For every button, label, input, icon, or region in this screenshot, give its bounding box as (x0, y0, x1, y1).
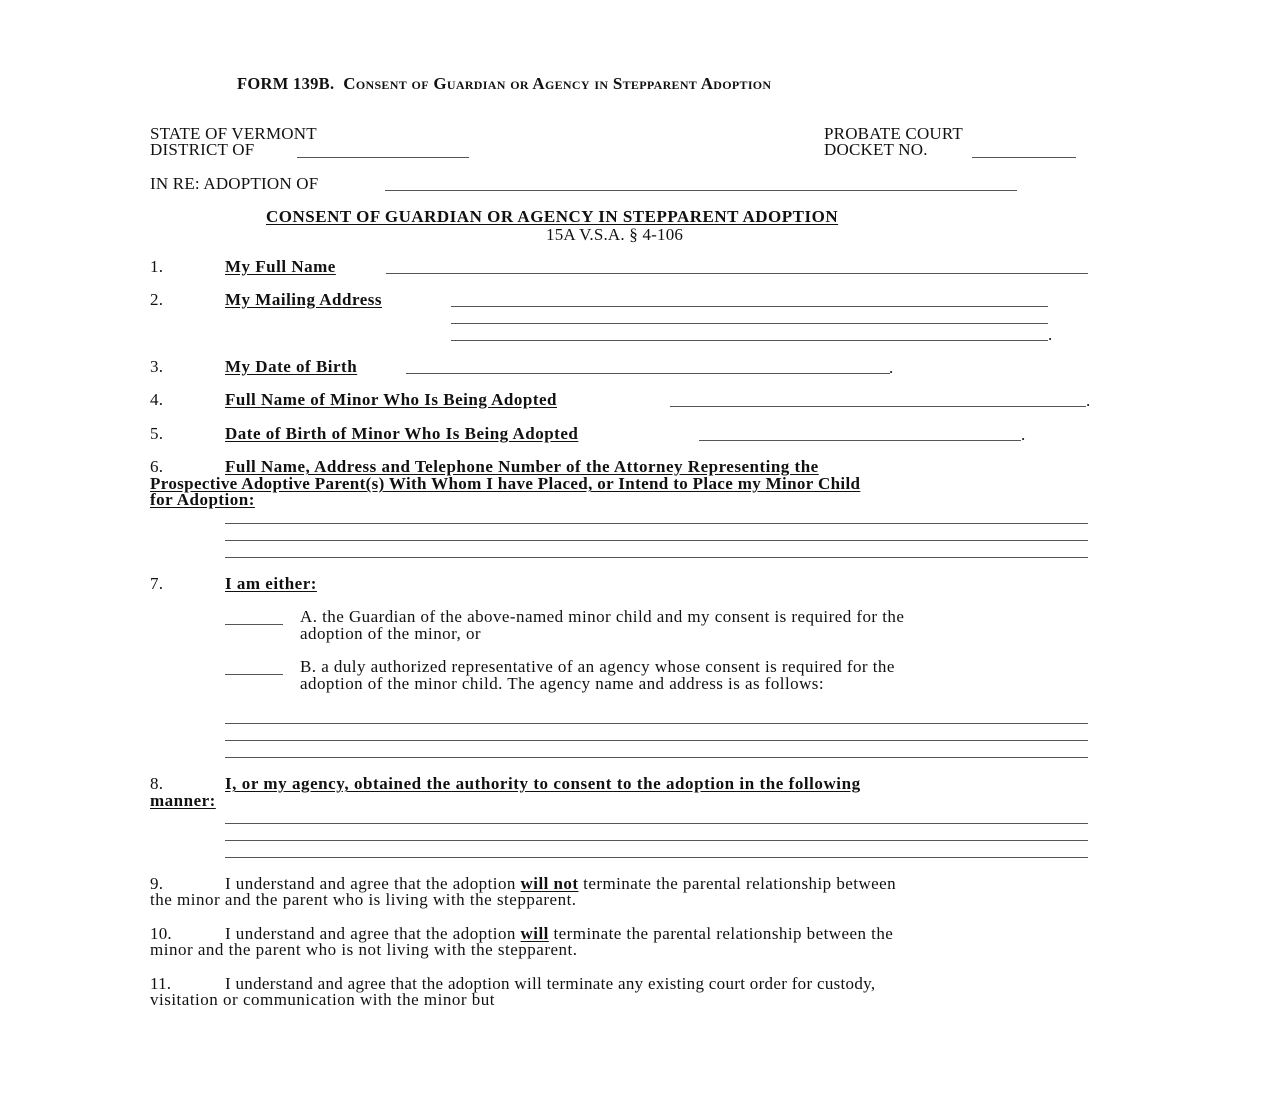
form-title-text: Consent of Guardian or Agency in Stepparent Adoption (343, 74, 772, 93)
agency-info-field-1[interactable] (225, 723, 1088, 724)
docket-label: DOCKET NO. (824, 140, 928, 159)
form-title (237, 74, 771, 94)
statute-citation: 15A V.S.A. § 4-106 (546, 225, 684, 244)
item-2-label: My Mailing Address (225, 290, 382, 309)
court-label: PROBATE COURT (824, 124, 964, 143)
full-name-field[interactable] (386, 273, 1088, 274)
item-3-number: 3. (150, 357, 164, 376)
item-1-label: My Full Name (225, 257, 336, 276)
item-9-text-a: I understand and agree that the adoption (225, 874, 521, 893)
mailing-address-field-1[interactable] (451, 306, 1048, 307)
item-11-line-1: I understand and agree that the adoption will terminate any existing court order for custody, (225, 974, 876, 993)
agency-info-field-3[interactable] (225, 757, 1088, 758)
item-5-number: 5. (150, 424, 164, 443)
item-10-text-b: terminate the parental relationship between the (548, 924, 894, 943)
authority-field-1[interactable] (225, 823, 1088, 824)
document-title: CONSENT OF GUARDIAN OR AGENCY IN STEPPARENT ADOPTION (266, 207, 839, 226)
option-b-line-1: B. a duly authorized representative of an agency whose consent is required for the (300, 657, 895, 676)
item-3-label: My Date of Birth (225, 357, 358, 376)
option-b-checkline[interactable] (225, 674, 283, 675)
authority-field-2[interactable] (225, 840, 1088, 841)
item-10-line-2: minor and the parent who is not living with the stepparent. (150, 940, 578, 959)
item-5-label: Date of Birth of Minor Who Is Being Adopted (225, 424, 579, 443)
option-a-checkline[interactable] (225, 624, 283, 625)
form-number: FORM 139B. (237, 74, 335, 93)
minor-dob-field[interactable] (699, 440, 1021, 441)
authority-field-3[interactable] (225, 857, 1088, 858)
item-6-number: 6. (150, 457, 164, 476)
adoption-of-field[interactable] (385, 190, 1017, 191)
minor-dob-period: . (1021, 425, 1026, 444)
item-8-label-line-1: I, or my agency, obtained the authority to consent to the adoption in the following (225, 774, 861, 793)
attorney-info-field-1[interactable] (225, 523, 1088, 524)
minor-name-period: . (1086, 391, 1091, 410)
dob-period: . (889, 358, 894, 377)
item-1-number: 1. (150, 257, 164, 276)
option-a-line-1: A. the Guardian of the above-named minor child and my consent is required for the (300, 607, 905, 626)
agency-info-field-2[interactable] (225, 740, 1088, 741)
option-b-line-2: adoption of the minor child. The agency name and address is as follows: (300, 674, 825, 693)
address-period: . (1048, 325, 1053, 344)
item-7-number: 7. (150, 574, 164, 593)
district-label: DISTRICT OF (150, 140, 255, 159)
district-field[interactable] (297, 157, 469, 158)
item-11-line-2: visitation or communication with the minor but (150, 990, 496, 1009)
item-9-number: 9. (150, 874, 164, 893)
item-8-label-line-2: manner: (150, 791, 216, 810)
item-6-label-line-3: for Adoption: (150, 490, 255, 509)
mailing-address-field-2[interactable] (451, 323, 1048, 324)
option-a-line-2: adoption of the minor, or (300, 624, 482, 643)
item-10-text-a: I understand and agree that the adoption (225, 924, 521, 943)
docket-field[interactable] (972, 157, 1076, 158)
minor-name-field[interactable] (670, 406, 1086, 407)
item-4-label: Full Name of Minor Who Is Being Adopted (225, 390, 557, 409)
item-7-label: I am either: (225, 574, 317, 593)
item-11-number: 11. (150, 974, 172, 993)
attorney-info-field-2[interactable] (225, 540, 1088, 541)
attorney-info-field-3[interactable] (225, 557, 1088, 558)
item-8-number: 8. (150, 774, 164, 793)
item-4-number: 4. (150, 390, 164, 409)
item-6-label-line-1: Full Name, Address and Telephone Number of the Attorney Representing the (225, 457, 819, 476)
item-9-emphasis: will not (520, 874, 579, 893)
date-of-birth-field[interactable] (406, 373, 890, 374)
item-9-line-2: the minor and the parent who is living with the stepparent. (150, 890, 577, 909)
item-10-emphasis: will (520, 924, 549, 943)
item-9-text-b: terminate the parental relationship between (578, 874, 897, 893)
item-6-label-line-2: Prospective Adoptive Parent(s) With Whom I have Placed, or Intend to Place my Minor Child (150, 474, 861, 493)
mailing-address-field-3[interactable] (451, 340, 1048, 341)
item-10-number: 10. (150, 924, 172, 943)
item-2-number: 2. (150, 290, 164, 309)
in-re-label: IN RE: ADOPTION OF (150, 174, 319, 193)
state-label: STATE OF VERMONT (150, 124, 317, 143)
